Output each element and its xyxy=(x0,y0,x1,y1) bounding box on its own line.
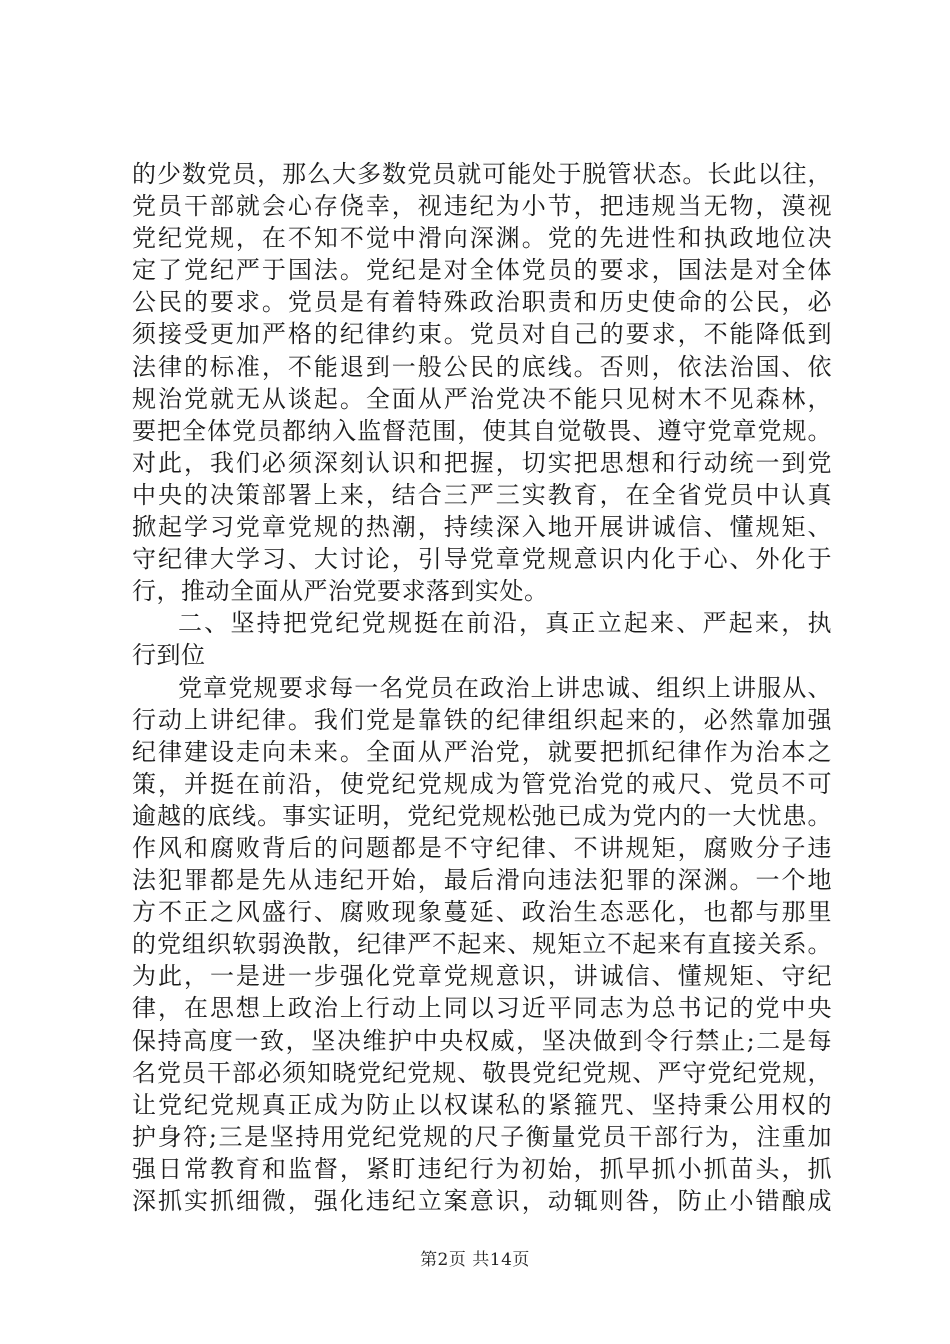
text-line: 守纪律大学习、大讨论，引导党章党规意识内化于心、外化于 xyxy=(132,545,832,574)
text-line: 强日常教育和监督，紧盯违纪行为初始，抓早抓小抓苗头，抓 xyxy=(132,1154,832,1183)
text-line: 须接受更加严格的纪律约束。党员对自己的要求，不能降低到 xyxy=(132,320,832,349)
text-line: 行动上讲纪律。我们党是靠铁的纪律组织起来的，必然靠加强 xyxy=(132,705,832,734)
text-line: 公民的要求。党员是有着特殊政治职责和历史使命的公民，必 xyxy=(132,288,832,317)
text-line: 策，并挺在前沿，使党纪党规成为管党治党的戒尺、党员不可 xyxy=(132,769,832,798)
text-line: 作风和腐败背后的问题都是不守纪律、不讲规矩，腐败分子违 xyxy=(132,833,832,862)
text-line: 的党组织软弱涣散，纪律严不起来、规矩立不起来有直接关系。 xyxy=(132,930,832,959)
text-line: 党纪党规，在不知不觉中滑向深渊。党的先进性和执政地位决 xyxy=(132,224,832,253)
text-line: 深抓实抓细微，强化违纪立案意识，动辄则咎，防止小错酿成 xyxy=(132,1187,832,1215)
text-line: 要把全体党员都纳入监督范围，使其自觉敬畏、遵守党章党规。 xyxy=(132,416,832,445)
text-line: 党章党规要求每一名党员在政治上讲忠诚、组织上讲服从、 xyxy=(178,673,832,702)
text-line: 方不正之风盛行、腐败现象蔓延、政治生态恶化，也都与那里 xyxy=(132,898,832,927)
text-line: 护身符;三是坚持用党纪党规的尺子衡量党员干部行为，注重加 xyxy=(132,1122,832,1151)
text-line: 的少数党员，那么大多数党员就可能处于脱管状态。长此以往， xyxy=(132,160,832,188)
text-line: 让党纪党规真正成为防止以权谋私的紧箍咒、坚持秉公用权的 xyxy=(132,1090,832,1119)
text-line: 定了党纪严于国法。党纪是对全体党员的要求，国法是对全体 xyxy=(132,256,832,285)
text-line: 对此，我们必须深刻认识和把握，切实把思想和行动统一到党 xyxy=(132,448,832,477)
document-body xyxy=(132,158,832,1217)
page-number-footer: 第2页 共14页 xyxy=(420,1250,530,1270)
text-line: 为此，一是进一步强化党章党规意识，讲诚信、懂规矩、守纪 xyxy=(132,962,832,991)
text-line: 行，推动全面从严治党要求落到实处。 xyxy=(132,577,549,606)
text-line: 名党员干部必须知晓党纪党规、敬畏党纪党规、严守党纪党规， xyxy=(132,1058,832,1087)
text-line: 法犯罪都是先从违纪开始，最后滑向违法犯罪的深渊。一个地 xyxy=(132,866,832,895)
text-line: 掀起学习党章党规的热潮，持续深入地开展讲诚信、懂规矩、 xyxy=(132,513,832,542)
text-line: 二、坚持把党纪党规挺在前沿，真正立起来、严起来，执 xyxy=(178,609,832,638)
text-line: 规治党就无从谈起。全面从严治党决不能只见树木不见森林， xyxy=(132,384,832,413)
text-line: 党员干部就会心存侥幸，视违纪为小节，把违规当无物，漠视 xyxy=(132,192,832,221)
text-line: 律，在思想上政治上行动上同以习近平同志为总书记的党中央 xyxy=(132,994,832,1023)
text-line: 纪律建设走向未来。全面从严治党，就要把抓纪律作为治本之 xyxy=(132,737,832,766)
text-line: 行到位 xyxy=(132,641,206,670)
text-line: 逾越的底线。事实证明，党纪党规松弛已成为党内的一大忧患。 xyxy=(132,801,832,830)
text-line: 法律的标准，不能退到一般公民的底线。否则，依法治国、依 xyxy=(132,352,832,381)
text-line: 中央的决策部署上来，结合三严三实教育，在全省党员中认真 xyxy=(132,480,832,509)
text-line: 保持高度一致，坚决维护中央权威，坚决做到令行禁止;二是每 xyxy=(132,1026,832,1055)
